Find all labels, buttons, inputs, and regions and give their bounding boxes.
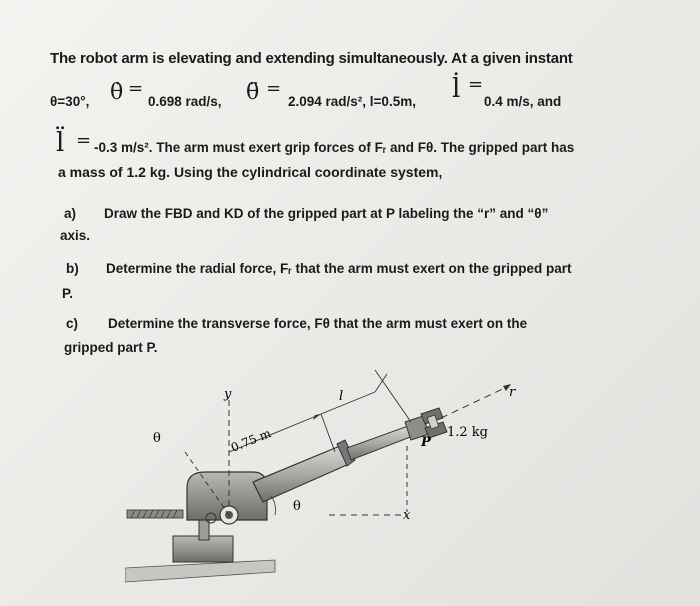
x-axis-label: x [403, 508, 411, 523]
problem-intro: The robot arm is elevating and extending simultaneously. At a given instant [50, 50, 573, 67]
part-c-label: c) [66, 316, 79, 331]
dim-arrow-075 [313, 414, 321, 420]
l-dot-symbol: l̇ [452, 74, 461, 104]
l-label: l [339, 389, 344, 404]
mass-statement: a mass of 1.2 kg. Using the cylindrical coordinate system, [58, 164, 443, 180]
point-p-label: P [421, 435, 431, 450]
theta-dot-value: 0.698 rad/s, [148, 94, 222, 109]
part-c-cont: gripped part P. [64, 340, 158, 355]
floor-plate [125, 560, 275, 582]
part-a-label: a) [64, 206, 77, 221]
part-a-cont: axis. [60, 228, 91, 243]
part-a-text: Draw the FBD and KD of the gripped part at P labeling the “r” and “θ” [104, 206, 549, 221]
l-ddot-symbol: l̈ [56, 128, 65, 158]
r-axis-label: r [509, 385, 516, 400]
l-dot-equals: = [468, 74, 484, 95]
part-b-label: b) [66, 261, 79, 276]
r-axis-line [441, 386, 509, 418]
theta-ddot-symbol: θ̈ [246, 80, 260, 105]
part-c-text: Determine the transverse force, Fθ that the arm must exert on the [108, 316, 528, 331]
y-axis-label: y [224, 387, 232, 402]
theta-ddot-value: 2.094 rad/s², l=0.5m, [288, 94, 416, 109]
arm-inner-tube [347, 426, 413, 460]
theta-dot-equals: = [128, 78, 144, 99]
given-values [50, 74, 670, 124]
theta-top-label: θ [153, 431, 161, 446]
arm-outer-tube [253, 446, 349, 502]
part-b-cont: P. [62, 286, 74, 301]
given-theta: θ=30°, [50, 94, 90, 109]
dim-tick-075 [321, 414, 335, 452]
l-ddot-value: -0.3 m/s². The arm must exert grip forces of Fᵣ and Fθ. The gripped part has [94, 140, 575, 155]
theta-dot-symbol: θ̇ [110, 80, 124, 105]
l-ddot-equals: = [76, 130, 92, 151]
theta-bottom-label: θ [293, 499, 301, 514]
l-dot-value: 0.4 m/s, and [484, 94, 562, 109]
dim-line-l [321, 392, 375, 414]
theta-ddot-equals: = [266, 78, 282, 99]
part-b-text: Determine the radial force, Fᵣ that the arm must exert on the gripped part [106, 261, 572, 276]
theta-arc [271, 496, 276, 515]
robot-arm-figure [125, 360, 525, 596]
dim-l-ext [375, 374, 387, 392]
hatched-support [127, 510, 183, 518]
dim-075-label: 0.75 m [228, 426, 273, 455]
dim-tick-l [375, 370, 411, 422]
mass-label: 1.2 kg [447, 425, 489, 440]
